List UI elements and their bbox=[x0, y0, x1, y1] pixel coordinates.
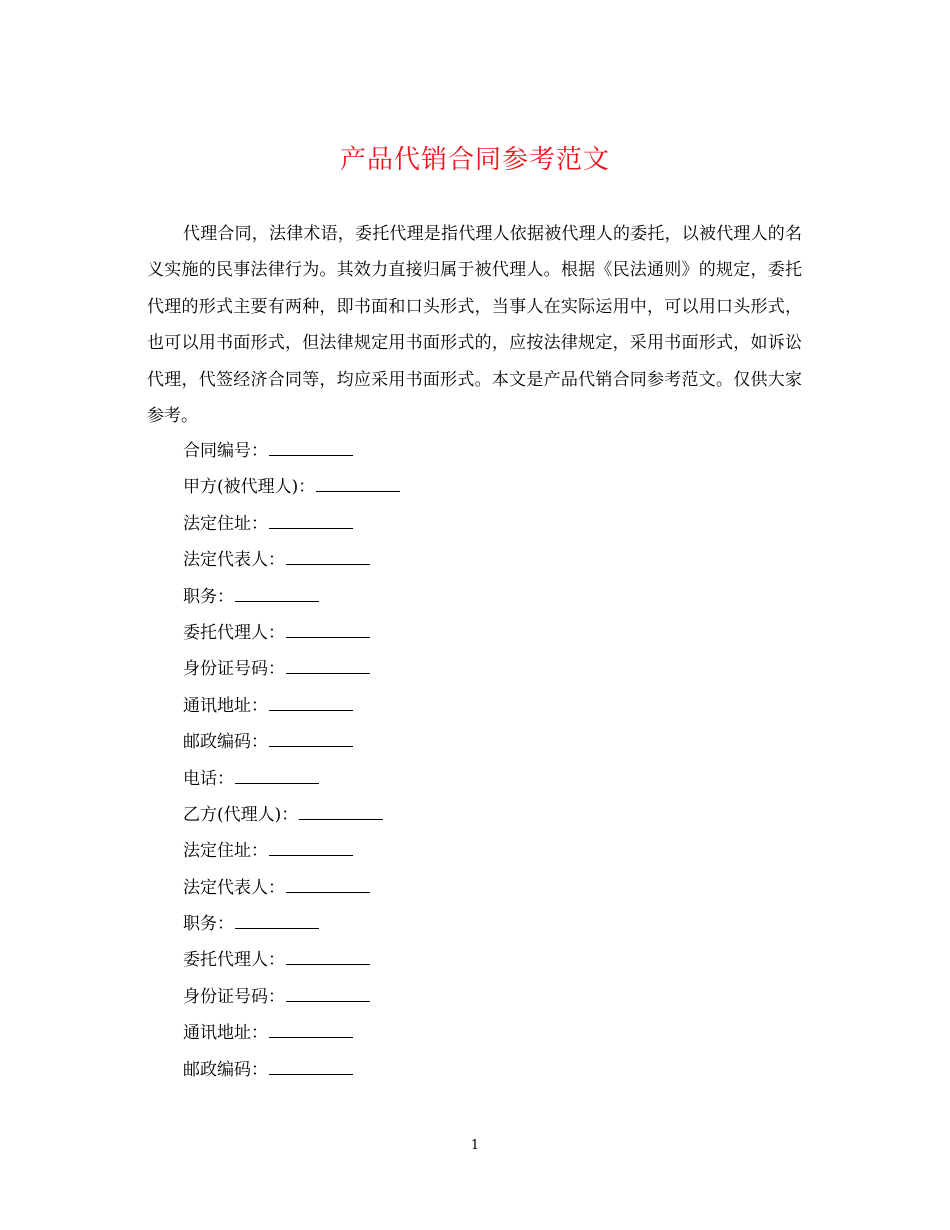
fill-in-blank bbox=[286, 651, 370, 674]
field-party-a-position bbox=[183, 579, 783, 615]
field-party-b-agent bbox=[183, 942, 783, 978]
field-party-a-address bbox=[183, 506, 783, 542]
field-party-a-mail-address bbox=[183, 688, 783, 724]
fill-in-blank bbox=[235, 579, 319, 602]
field-contract-number bbox=[183, 433, 783, 469]
field-label: 身份证号码： bbox=[183, 986, 285, 1007]
field-label: 法定住址： bbox=[183, 513, 268, 534]
fill-in-blank bbox=[269, 1052, 353, 1075]
fill-in-blank bbox=[269, 724, 353, 747]
field-party-b-legal-rep bbox=[183, 870, 783, 906]
field-party-a-id-number bbox=[183, 651, 783, 687]
field-label: 法定住址： bbox=[183, 841, 268, 862]
fill-in-blank bbox=[299, 797, 383, 820]
field-party-b-id-number bbox=[183, 979, 783, 1015]
field-label: 合同编号： bbox=[183, 441, 268, 461]
fill-in-blank bbox=[235, 761, 319, 784]
field-party-a-legal-rep bbox=[183, 542, 783, 578]
field-party-b bbox=[183, 797, 783, 833]
field-label: 乙方(代理人)： bbox=[183, 804, 299, 825]
field-label: 委托代理人： bbox=[183, 622, 285, 643]
field-party-a-agent bbox=[183, 615, 783, 651]
fill-in-blank bbox=[286, 942, 370, 965]
field-label: 委托代理人： bbox=[183, 950, 285, 971]
field-party-a-phone bbox=[183, 761, 783, 797]
contract-field-list bbox=[183, 433, 783, 1088]
field-label: 甲方(被代理人)： bbox=[183, 477, 316, 498]
fill-in-blank bbox=[286, 870, 370, 893]
field-label: 身份证号码： bbox=[183, 659, 285, 680]
fill-in-blank bbox=[269, 506, 353, 529]
fill-in-blank bbox=[269, 1015, 353, 1038]
fill-in-blank bbox=[286, 615, 370, 638]
fill-in-blank bbox=[269, 833, 353, 856]
fill-in-blank bbox=[269, 433, 353, 456]
field-label: 通讯地址： bbox=[183, 1023, 268, 1044]
field-label: 法定代表人： bbox=[183, 550, 285, 571]
fill-in-blank bbox=[269, 688, 353, 711]
field-label: 职务： bbox=[183, 914, 234, 935]
field-party-a-postcode bbox=[183, 724, 783, 760]
page-number: 1 bbox=[470, 1138, 480, 1153]
field-label: 邮政编码： bbox=[183, 732, 268, 753]
field-label: 电话： bbox=[183, 768, 234, 789]
field-party-b-position bbox=[183, 906, 783, 942]
field-party-a bbox=[183, 469, 783, 505]
field-party-b-address bbox=[183, 833, 783, 869]
fill-in-blank bbox=[286, 979, 370, 1002]
field-label: 法定代表人： bbox=[183, 877, 285, 898]
field-label: 职务： bbox=[183, 586, 234, 607]
fill-in-blank bbox=[235, 906, 319, 929]
field-party-b-postcode bbox=[183, 1052, 783, 1088]
fill-in-blank bbox=[316, 469, 400, 492]
field-party-b-mail-address bbox=[183, 1015, 783, 1051]
intro-paragraph: 代理合同，法律术语，委托代理是指代理人依据被代理人的委托，以被代理人的名义实施的民事法律行为。其效力直接归属于被代理人。根据《民法通则》的规定，委托代理的形式主要有两种，即书面和口头形式，当事人在实际运用中，可以用口头形式，也可以用书面形式，但法律规定用书面形式的，应按法律规定，采用书面形式，如诉讼代理，代签经济合同等，均应采用书面形式。本文是产品代销合同参考范文。仅供大家参考。 bbox=[147, 224, 802, 427]
field-label: 邮政编码： bbox=[183, 1059, 268, 1080]
document-title: 产品代销合同参考范文 bbox=[339, 145, 610, 175]
fill-in-blank bbox=[286, 542, 370, 565]
field-label: 通讯地址： bbox=[183, 695, 268, 716]
